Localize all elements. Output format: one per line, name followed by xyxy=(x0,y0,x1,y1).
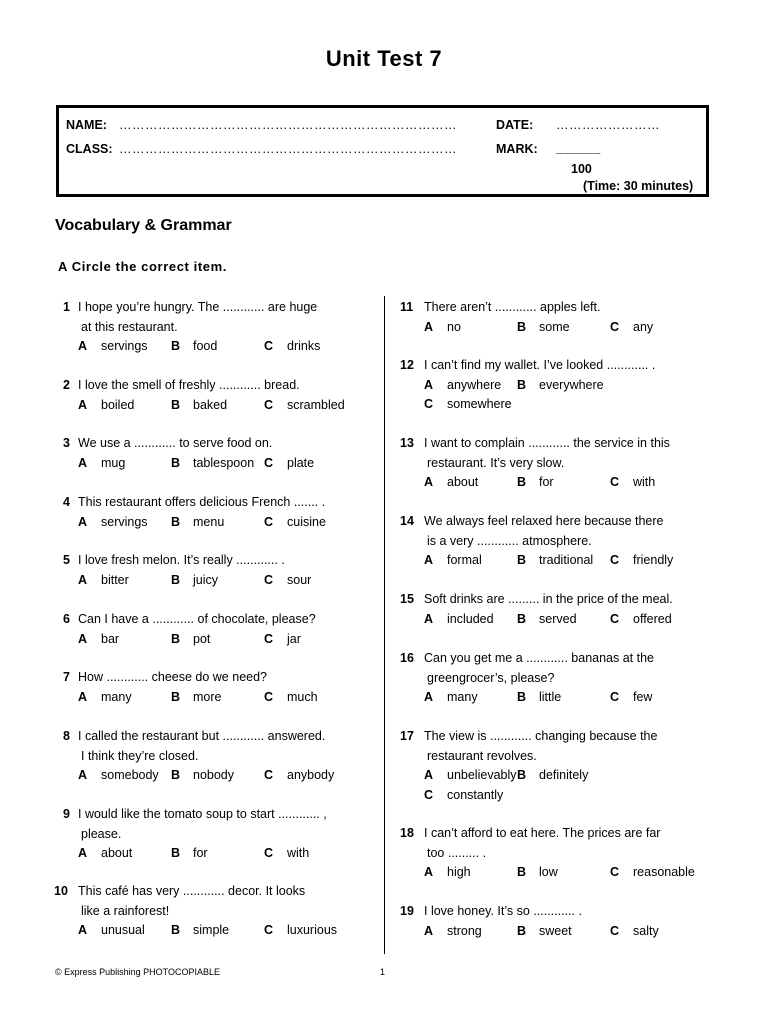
option-cuisine[interactable]: cuisine xyxy=(287,514,326,529)
question-number: 11 xyxy=(400,300,414,314)
option-scrambled[interactable]: scrambled xyxy=(287,397,345,412)
option-constantly[interactable]: constantly xyxy=(447,787,504,802)
question-number: 9 xyxy=(63,807,70,821)
option-included[interactable]: included xyxy=(447,611,494,626)
option-letter[interactable]: B xyxy=(171,514,181,529)
option-letter[interactable]: B xyxy=(171,397,181,412)
option-anybody[interactable]: anybody xyxy=(287,768,335,782)
question-number: 5 xyxy=(63,553,70,567)
option-letter[interactable]: B xyxy=(171,455,181,470)
option-letter[interactable]: B xyxy=(171,846,181,860)
answer-options xyxy=(404,551,724,571)
question-number: 7 xyxy=(63,670,70,684)
option-few[interactable]: few xyxy=(633,690,653,704)
option-many[interactable]: many xyxy=(447,690,478,704)
question-number: 13 xyxy=(400,436,414,450)
option-pot[interactable]: pot xyxy=(193,631,211,646)
option-traditional[interactable]: traditional xyxy=(539,553,594,567)
question-text: Soft drinks are ......... in the price of the meal. xyxy=(424,592,673,606)
question-9 xyxy=(58,805,378,864)
question-text: I can’t find my wallet. I’ve looked ............ . xyxy=(424,358,656,372)
answer-options xyxy=(58,688,378,708)
option-little[interactable]: little xyxy=(539,690,562,704)
answer-options xyxy=(404,473,724,493)
question-number: 6 xyxy=(63,612,70,626)
answer-options xyxy=(58,337,378,357)
student-info-box xyxy=(56,105,709,197)
name-field[interactable]: …………………………………………………………………… xyxy=(119,118,457,132)
question-number: 14 xyxy=(400,514,414,528)
question-10 xyxy=(54,882,378,941)
answer-options xyxy=(404,376,724,396)
option-letter[interactable]: C xyxy=(424,397,434,411)
option-servings[interactable]: servings xyxy=(101,514,148,529)
option-letter[interactable]: A xyxy=(424,377,434,392)
option-letter[interactable]: C xyxy=(264,339,274,353)
option-with[interactable]: with xyxy=(287,846,310,860)
question-number: 10 xyxy=(54,884,68,898)
question-text: at this restaurant. xyxy=(81,319,178,334)
option-somewhere[interactable]: somewhere xyxy=(447,397,512,411)
option-letter[interactable]: A xyxy=(424,768,434,782)
option-served[interactable]: served xyxy=(539,611,577,626)
option-many[interactable]: many xyxy=(101,689,132,704)
answer-options xyxy=(404,863,724,883)
question-text: I can’t afford to eat here. The prices are far xyxy=(424,826,661,840)
question-number: 1 xyxy=(63,300,70,314)
option-about[interactable]: about xyxy=(447,475,479,489)
question-number: 15 xyxy=(400,592,414,606)
mark-field[interactable]: ______ xyxy=(556,141,601,155)
option-plate[interactable]: plate xyxy=(287,455,315,470)
question-2 xyxy=(58,376,378,415)
option-letter[interactable]: B xyxy=(517,553,527,567)
option-reasonable[interactable]: reasonable xyxy=(633,865,695,879)
option-sweet[interactable]: sweet xyxy=(539,923,572,938)
answer-options xyxy=(58,844,378,864)
option-letter[interactable]: C xyxy=(610,690,620,704)
option-letter[interactable]: C xyxy=(264,514,274,529)
mark-label: MARK: xyxy=(496,142,538,156)
name-label: NAME: xyxy=(66,118,107,132)
question-18 xyxy=(400,824,724,883)
question-text: I called the restaurant but ............ answered. xyxy=(78,729,326,743)
option-tablespoon[interactable]: tablespoon xyxy=(193,455,255,470)
option-food[interactable]: food xyxy=(193,339,218,353)
option-menu[interactable]: menu xyxy=(193,514,225,529)
question-3 xyxy=(58,434,378,473)
option-letter[interactable]: B xyxy=(517,611,527,626)
question-14 xyxy=(400,512,724,571)
answer-options xyxy=(404,786,724,806)
question-number: 2 xyxy=(63,378,70,392)
question-text: I would like the tomato soup to start ............ , xyxy=(78,807,327,821)
question-text: This café has very ............ decor. It looks xyxy=(78,884,306,898)
option-bar[interactable]: bar xyxy=(101,631,120,646)
option-unbelievably[interactable]: unbelievably xyxy=(447,768,517,782)
option-about[interactable]: about xyxy=(101,846,133,860)
option-letter[interactable]: A xyxy=(78,846,88,860)
option-some[interactable]: some xyxy=(539,319,570,334)
option-letter[interactable]: C xyxy=(264,846,274,860)
option-somebody[interactable]: somebody xyxy=(101,768,159,782)
exercise-instruction: A Circle the correct item. xyxy=(58,259,228,274)
option-more[interactable]: more xyxy=(193,689,222,704)
option-letter[interactable]: B xyxy=(517,768,527,782)
question-text: The view is ............ changing because the xyxy=(424,729,658,743)
question-11 xyxy=(400,298,724,337)
question-16 xyxy=(400,649,724,708)
option-friendly[interactable]: friendly xyxy=(633,553,674,567)
question-text: We always feel relaxed here because there xyxy=(424,514,664,528)
question-text: I hope you’re hungry. The ............ are huge xyxy=(78,300,318,314)
question-text: is a very ............ atmosphere. xyxy=(427,533,592,548)
option-letter[interactable]: A xyxy=(78,514,88,529)
option-letter[interactable]: C xyxy=(610,475,620,489)
option-letter[interactable]: A xyxy=(78,768,88,782)
question-text: too ......... . xyxy=(427,845,487,860)
option-sour[interactable]: sour xyxy=(287,572,312,587)
answer-options xyxy=(404,688,724,708)
answer-options xyxy=(58,571,378,591)
option-letter[interactable]: A xyxy=(424,923,434,938)
option-unusual[interactable]: unusual xyxy=(101,923,145,937)
question-text: How ............ cheese do we need? xyxy=(78,670,267,684)
option-letter[interactable]: A xyxy=(424,475,434,489)
answer-options xyxy=(404,922,724,942)
option-letter[interactable]: C xyxy=(610,923,620,938)
question-15 xyxy=(400,590,724,629)
option-letter[interactable]: A xyxy=(424,319,434,334)
option-letter[interactable]: B xyxy=(517,865,527,879)
option-strong[interactable]: strong xyxy=(447,923,482,938)
option-jar[interactable]: jar xyxy=(287,631,301,646)
option-juicy[interactable]: juicy xyxy=(193,572,219,587)
option-letter[interactable]: B xyxy=(171,768,181,782)
question-text: We use a ............ to serve food on. xyxy=(78,436,273,450)
option-anywhere[interactable]: anywhere xyxy=(447,377,502,392)
question-text: I love honey. It’s so ............ . xyxy=(424,904,582,918)
date-label: DATE: xyxy=(496,118,534,132)
option-letter[interactable]: A xyxy=(78,689,88,704)
column-divider xyxy=(384,296,385,954)
question-8 xyxy=(58,727,378,786)
option-high[interactable]: high xyxy=(447,865,471,879)
class-field[interactable]: …………………………………………………………………… xyxy=(119,142,457,156)
option-letter[interactable]: A xyxy=(78,339,88,353)
question-text: This restaurant offers delicious French ....... . xyxy=(78,495,326,509)
option-everywhere[interactable]: everywhere xyxy=(539,377,604,392)
question-text: I think they’re closed. xyxy=(81,748,199,763)
answer-options xyxy=(58,766,378,786)
question-6 xyxy=(58,610,378,649)
option-much[interactable]: much xyxy=(287,689,318,704)
option-letter[interactable]: C xyxy=(424,787,434,802)
option-formal[interactable]: formal xyxy=(447,553,482,567)
answer-options xyxy=(58,454,378,474)
option-letter[interactable]: C xyxy=(610,553,620,567)
question-number: 8 xyxy=(63,729,70,743)
question-text: I love the smell of freshly ............ bread. xyxy=(78,378,300,392)
question-5 xyxy=(58,551,378,590)
answer-options xyxy=(404,766,724,786)
option-letter[interactable]: C xyxy=(264,397,274,412)
option-letter[interactable]: B xyxy=(171,923,181,937)
question-17 xyxy=(400,727,724,805)
question-13 xyxy=(400,434,724,493)
option-letter[interactable]: C xyxy=(610,319,620,334)
option-drinks[interactable]: drinks xyxy=(287,339,321,353)
copyright-footer: © Express Publishing PHOTOCOPIABLE xyxy=(55,967,221,977)
option-no[interactable]: no xyxy=(447,319,461,334)
option-letter[interactable]: B xyxy=(171,689,181,704)
option-mug[interactable]: mug xyxy=(101,455,126,470)
answer-options xyxy=(58,513,378,533)
option-letter[interactable]: A xyxy=(78,923,88,937)
question-text: Can you get me a ............ bananas at the xyxy=(424,651,654,665)
section-heading: Vocabulary & Grammar xyxy=(55,217,232,234)
option-letter[interactable]: A xyxy=(78,572,88,587)
question-number: 17 xyxy=(400,729,414,743)
question-19 xyxy=(400,902,724,941)
question-7 xyxy=(58,668,378,707)
option-letter[interactable]: C xyxy=(264,689,274,704)
answer-options xyxy=(404,395,724,415)
option-with[interactable]: with xyxy=(633,475,656,489)
option-letter[interactable]: C xyxy=(264,572,274,587)
option-low[interactable]: low xyxy=(539,865,558,879)
date-field[interactable]: …………………… xyxy=(556,118,660,132)
option-letter[interactable]: A xyxy=(78,397,88,412)
answer-options xyxy=(58,396,378,416)
option-letter[interactable]: B xyxy=(517,475,527,489)
option-nobody[interactable]: nobody xyxy=(193,768,235,782)
option-letter[interactable]: C xyxy=(610,611,620,626)
option-letter[interactable]: C xyxy=(264,768,274,782)
option-definitely[interactable]: definitely xyxy=(539,768,589,782)
option-servings[interactable]: servings xyxy=(101,339,148,353)
question-number: 18 xyxy=(400,826,414,840)
option-offered[interactable]: offered xyxy=(633,611,672,626)
question-number: 19 xyxy=(400,904,414,918)
option-letter[interactable]: C xyxy=(264,631,274,646)
question-number: 4 xyxy=(63,495,70,509)
question-text: greengrocer’s, please? xyxy=(427,670,555,685)
question-number: 16 xyxy=(400,651,414,665)
question-text: Can I have a ............ of chocolate, please? xyxy=(78,612,316,626)
option-bitter[interactable]: bitter xyxy=(101,572,129,587)
option-boiled[interactable]: boiled xyxy=(101,397,135,412)
question-text: like a rainforest! xyxy=(81,903,170,918)
option-salty[interactable]: salty xyxy=(633,923,659,938)
page-title: Unit Test 7 xyxy=(325,46,443,71)
question-text: restaurant. It’s very slow. xyxy=(427,455,565,470)
class-label: CLASS: xyxy=(66,142,113,156)
option-letter[interactable]: A xyxy=(424,865,434,879)
option-letter[interactable]: B xyxy=(517,923,527,938)
option-any[interactable]: any xyxy=(633,319,654,334)
option-luxurious[interactable]: luxurious xyxy=(287,923,338,937)
option-letter[interactable]: C xyxy=(264,923,274,937)
option-letter[interactable]: A xyxy=(424,690,434,704)
option-letter[interactable]: C xyxy=(264,455,274,470)
answer-options xyxy=(58,921,378,941)
question-text: please. xyxy=(81,826,122,841)
question-1 xyxy=(58,298,378,357)
question-12 xyxy=(400,356,724,415)
time-limit: (Time: 30 minutes) xyxy=(583,179,694,193)
option-letter[interactable]: B xyxy=(171,572,181,587)
mark-total: 100 xyxy=(571,162,592,176)
question-text: There aren’t ............ apples left. xyxy=(424,300,601,314)
question-number: 3 xyxy=(63,436,70,450)
question-text: I love fresh melon. It’s really ............ . xyxy=(78,553,285,567)
option-letter[interactable]: B xyxy=(171,339,181,353)
option-letter[interactable]: A xyxy=(424,553,434,567)
option-letter[interactable]: B xyxy=(517,690,527,704)
question-text: restaurant revolves. xyxy=(427,748,537,763)
option-simple[interactable]: simple xyxy=(193,923,230,937)
option-for[interactable]: for xyxy=(539,475,554,489)
option-letter[interactable]: A xyxy=(78,455,88,470)
answer-options xyxy=(404,610,724,630)
option-baked[interactable]: baked xyxy=(193,397,228,412)
answer-options xyxy=(404,318,724,338)
option-letter[interactable]: B xyxy=(517,377,527,392)
option-letter[interactable]: B xyxy=(171,631,181,646)
option-letter[interactable]: C xyxy=(610,865,620,879)
question-text: I want to complain ............ the service in this xyxy=(424,436,670,450)
page-number: 1 xyxy=(380,967,386,977)
option-letter[interactable]: A xyxy=(78,631,88,646)
question-number: 12 xyxy=(400,358,414,372)
option-letter[interactable]: B xyxy=(517,319,527,334)
option-letter[interactable]: A xyxy=(424,611,434,626)
question-4 xyxy=(58,493,378,532)
answer-options xyxy=(58,630,378,650)
option-for[interactable]: for xyxy=(193,846,208,860)
